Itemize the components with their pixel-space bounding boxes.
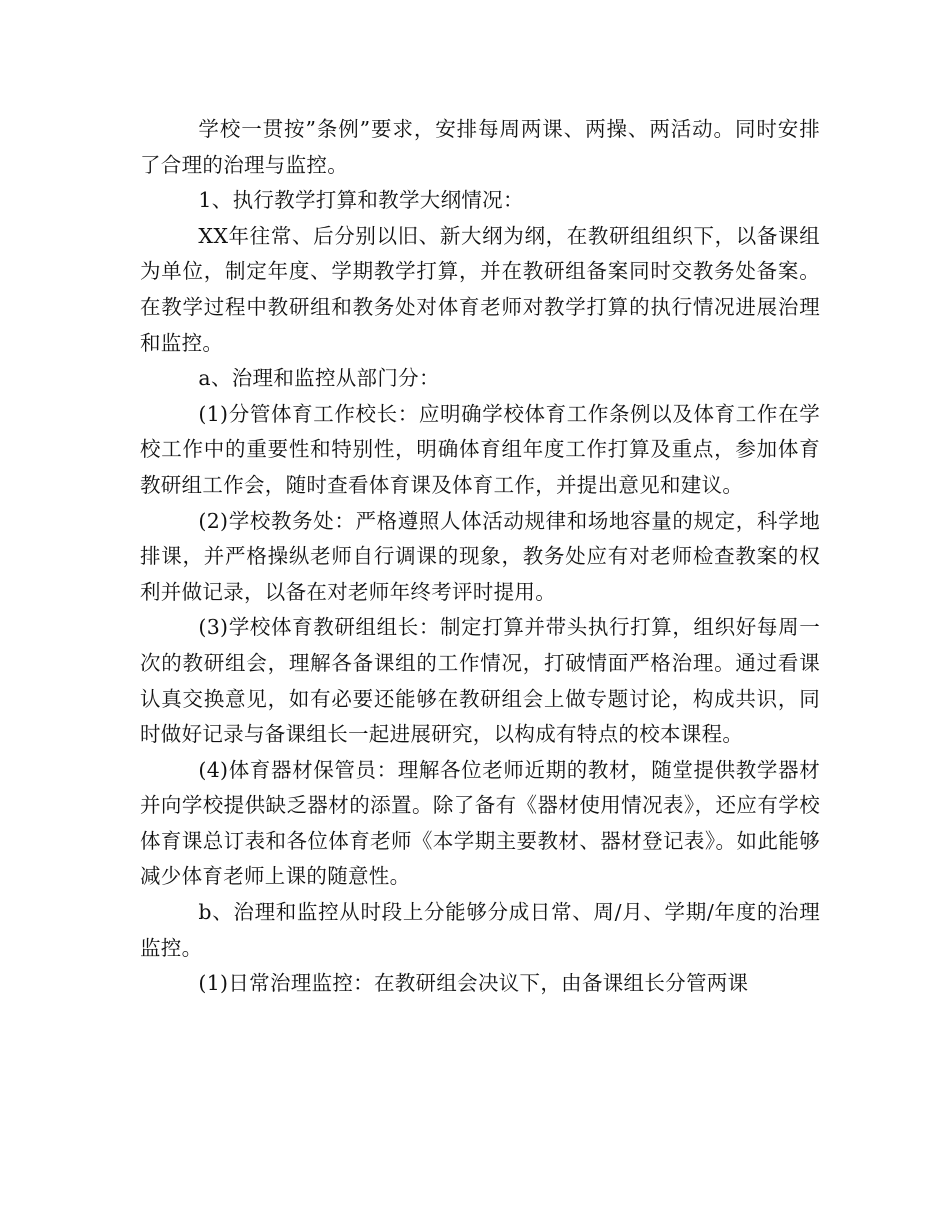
- list-item-daily-monitoring: (1)日常治理监控：在教研组会决议下，由备课组长分管两课: [198, 971, 749, 996]
- subsection-heading-b: b、治理和监控从时段上分能够分成日常、周/月、学期/年度的治理监控。: [140, 900, 820, 960]
- list-item-academic-office: (2)学校教务处：严格遵照人体活动规律和场地容量的规定，科学地排课，并严格操纵老师自行调课的现象，教务处应有对老师检查教案的权利并做记录，以备在对老师年终考评时提用。: [140, 508, 820, 604]
- list-item-principal: (1)分管体育工作校长：应明确学校体育工作条例以及体育工作在学校工作中的重要性和特别性，明确体育组年度工作打算及重点，参加体育教研组工作会，随时查看体育课及体育工作，并提出意见和建议。: [140, 401, 820, 497]
- list-item-equipment-keeper: (4)体育器材保管员：理解各位老师近期的教材，随堂提供教学器材并向学校提供缺乏器材的添置。除了备有《器材使用情况表》，还应有学校体育课总订表和各位体育老师《本学期主要教材、器材登记表》。如此能够减少体育老师上课的随意性。: [140, 757, 820, 889]
- list-item-group-leader: (3)学校体育教研组组长：制定打算并带头执行打算，组织好每周一次的教研组会，理解各备课组的工作情况，打破情面严格治理。通过看课认真交换意见，如有必要还能够在教研组会上做专题讨论，构成共识，同时做好记录与备课组长一起进展研究，以构成有特点的校本课程。: [140, 615, 820, 747]
- section-heading-1: 1、执行教学打算和教学大纲情况：: [198, 188, 524, 213]
- subsection-heading-a: a、治理和监控从部门分：: [198, 366, 440, 391]
- paragraph-intro: 学校一贯按”条例”要求，安排每周两课、两操、两活动。同时安排了合理的治理与监控。: [140, 117, 820, 177]
- paragraph-plan-execution: XX年往常、后分别以旧、新大纲为纲，在教研组组织下，以备课组为单位，制定年度、学期教学打算，并在教研组备案同时交教务处备案。在教学过程中教研组和教务处对体育老师对教学打算的执行情况进展治理和监控。: [140, 223, 820, 355]
- document-body: [140, 112, 820, 1002]
